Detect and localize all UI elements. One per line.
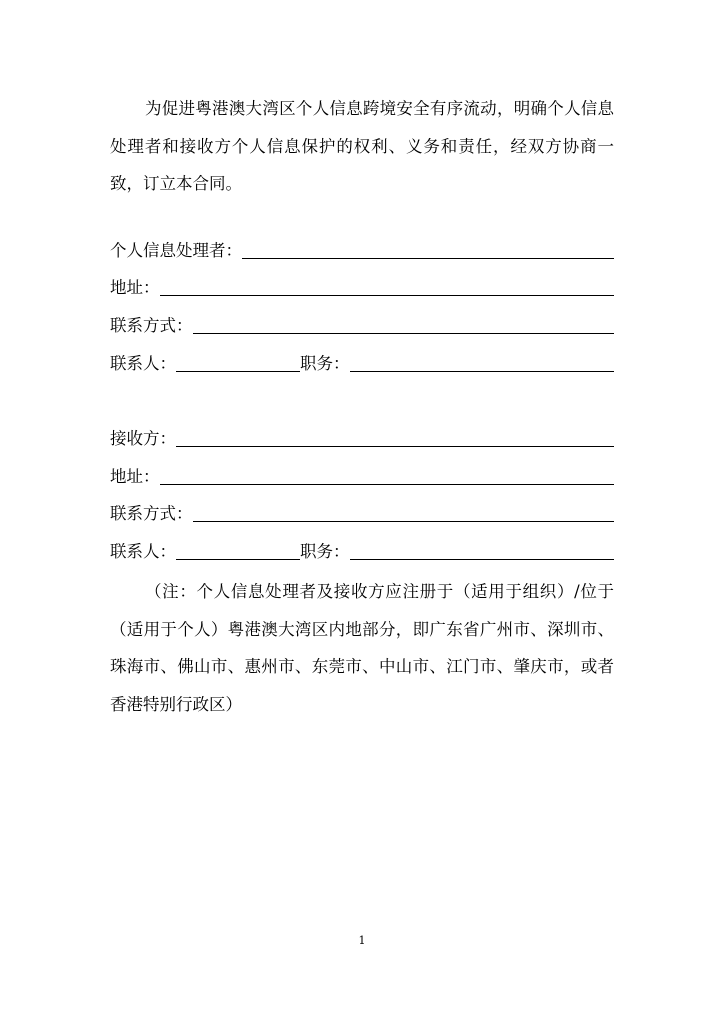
processor-name-blank[interactable] (242, 258, 614, 259)
processor-contact-person-label: 联系人： (110, 354, 176, 373)
recipient-contact-method-blank[interactable] (193, 521, 615, 522)
registration-note: （注：个人信息处理者及接收方应注册于（适用于组织）/位于（适用于个人）粤港澳大湾区内地部分，即广东省广州市、深圳市、珠海市、佛山市、惠州市、东莞市、中山市、江门市、肇庆市，或者香港特别行政区） (110, 582, 614, 714)
processor-contact-person-blank[interactable] (176, 371, 300, 372)
recipient-position-blank[interactable] (350, 559, 615, 560)
page-number: 1 (358, 934, 366, 947)
recipient-name-label: 接收方： (110, 429, 176, 448)
processor-position-label: 职务： (300, 354, 350, 373)
processor-name-field (110, 236, 614, 262)
processor-position-blank[interactable] (350, 371, 615, 372)
intro-paragraph: 为促进粤港澳大湾区个人信息跨境安全有序流动，明确个人信息处理者和接收方个人信息保护的权利、义务和责任，经双方协商一致，订立本合同。 (110, 99, 614, 193)
recipient-name-blank[interactable] (176, 446, 614, 447)
recipient-contact-person-blank[interactable] (176, 559, 300, 560)
recipient-address-blank[interactable] (160, 484, 615, 485)
recipient-contact-method-field (110, 499, 614, 525)
processor-contact-person-field (110, 349, 614, 375)
processor-contact-method-label: 联系方式： (110, 316, 193, 335)
recipient-position-label: 职务： (300, 542, 350, 561)
recipient-contact-person-field (110, 537, 614, 563)
processor-address-blank[interactable] (160, 295, 615, 296)
processor-contact-method-blank[interactable] (193, 333, 615, 334)
recipient-contact-person-label: 联系人： (110, 542, 176, 561)
processor-contact-method-field (110, 311, 614, 337)
recipient-name-field (110, 424, 614, 450)
recipient-contact-method-label: 联系方式： (110, 504, 193, 523)
processor-address-label: 地址： (110, 278, 160, 297)
processor-name-label: 个人信息处理者： (110, 241, 242, 260)
recipient-address-field (110, 462, 614, 488)
processor-address-field (110, 273, 614, 299)
recipient-address-label: 地址： (110, 467, 160, 486)
